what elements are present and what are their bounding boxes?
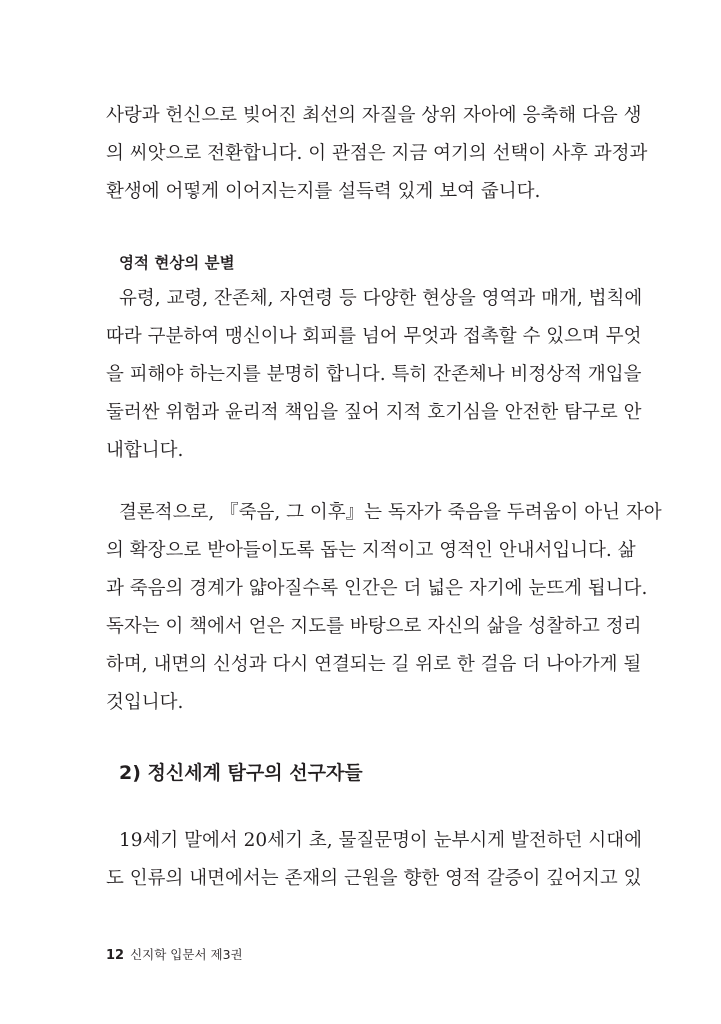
paragraph-1-line-3: 환생에 어떻게 이어지는지를 설득력 있게 보여 줍니다. (106, 181, 541, 202)
paragraph-3-line-4: 독자는 이 책에서 얻은 지도를 바탕으로 자신의 삶을 성찰하고 정리 (106, 616, 642, 637)
paragraph-2-line-1: 유령, 교령, 잔존체, 자연령 등 다양한 현상을 영역과 매개, 법칙에 (119, 288, 643, 309)
paragraph-2-line-4: 둘러싼 위험과 윤리적 책임을 짚어 지적 호기심을 안전한 탐구로 안 (106, 402, 642, 423)
paragraph-3-line-3: 과 죽음의 경계가 얇아질수록 인간은 더 넓은 자기에 눈뜨게 됩니다. (106, 578, 648, 599)
subheading: 영적 현상의 분별 (119, 254, 235, 272)
section-heading: 2) 정신세계 탐구의 선구자들 (119, 762, 363, 784)
paragraph-3-line-5: 하며, 내면의 신성과 다시 연결되는 길 위로 한 걸음 더 나아가게 될 (106, 654, 642, 675)
paragraph-4-line-1: 19세기 말에서 20세기 초, 물질문명이 눈부시게 발전하던 시대에 (119, 830, 643, 851)
book-title: 신지학 입문서 제3권 (130, 947, 243, 962)
page-number: 12 (106, 948, 125, 963)
paragraph-4-line-2: 도 인류의 내면에서는 존재의 근원을 향한 영적 갈증이 깊어지고 있 (106, 868, 642, 889)
paragraph-2-line-3: 을 피해야 하는지를 분명히 합니다. 특히 잔존체나 비정상적 개입을 (106, 364, 642, 385)
paragraph-2-line-5: 내합니다. (106, 440, 184, 461)
paragraph-3-line-1: 결론적으로, 『죽음, 그 이후』는 독자가 죽음을 두려움이 아닌 자아 (119, 502, 662, 523)
page-footer (106, 946, 243, 965)
paragraph-3-line-6: 것입니다. (106, 692, 184, 713)
paragraph-1-line-2: 의 씨앗으로 전환합니다. 이 관점은 지금 여기의 선택이 사후 과정과 (106, 143, 648, 164)
paragraph-1-line-1: 사랑과 헌신으로 빚어진 최선의 자질을 상위 자아에 응축해 다음 생 (106, 105, 642, 126)
paragraph-3-line-2: 의 확장으로 받아들이도록 돕는 지적이고 영적인 안내서입니다. 삶 (106, 540, 636, 561)
paragraph-2-line-2: 따라 구분하여 맹신이나 회피를 넘어 무엇과 접촉할 수 있으며 무엇 (106, 326, 642, 347)
